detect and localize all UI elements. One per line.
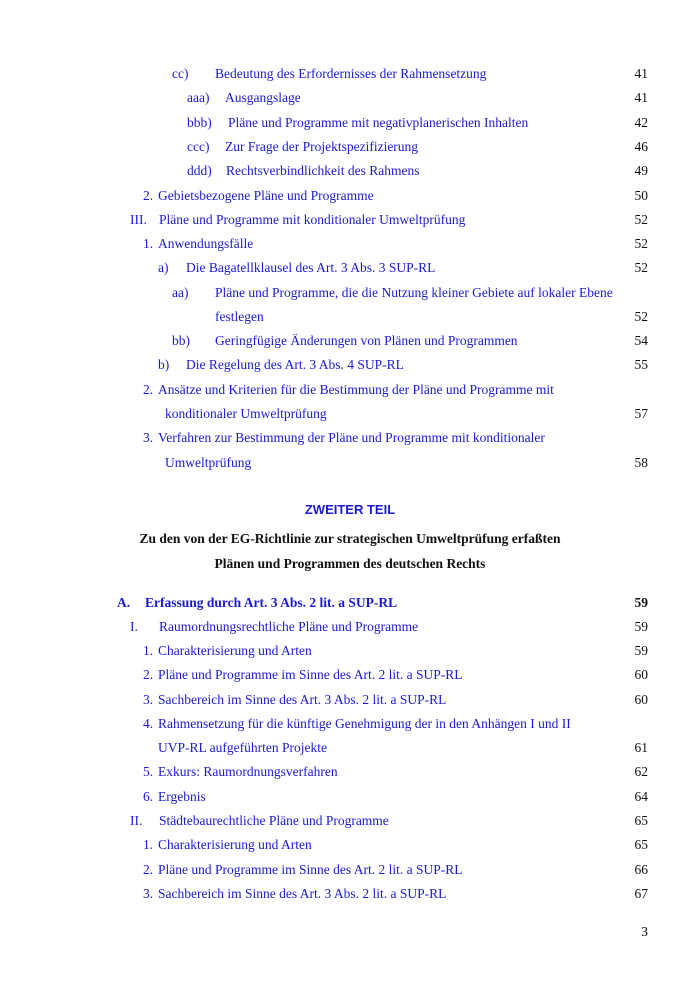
toc-title[interactable]: Rahmensetzung für die künftige Genehmigung der in den Anhängen I und II [158,716,571,731]
toc-title[interactable]: Die Regelung des Art. 3 Abs. 4 SUP-RL [186,357,404,372]
toc-page: 61 [634,740,648,755]
toc-title[interactable]: Ausgangslage [225,90,301,105]
toc-title[interactable]: Pläne und Programme mit negativplanerischen Inhalten [228,115,529,130]
toc-title[interactable]: Pläne und Programme im Sinne des Art. 2 lit. a SUP-RL [158,667,463,682]
toc-title[interactable]: Pläne und Programme mit konditionaler Umweltprüfung [159,212,466,227]
toc-title[interactable]: Pläne und Programme im Sinne des Art. 2 lit. a SUP-RL [158,862,463,877]
toc-title[interactable]: UVP-RL aufgeführten Projekte [158,740,327,755]
toc-entry[interactable] [0,161,700,181]
toc-label: ccc) [187,139,210,154]
toc-title[interactable]: Umweltprüfung [165,455,252,470]
toc-page: 60 [634,667,648,682]
toc-label: bbb) [187,115,212,130]
toc-label: 1. [143,643,154,658]
toc-entry[interactable] [0,762,700,782]
toc-label: aa) [172,285,189,300]
part-heading: ZWEITER TEIL [304,502,396,517]
toc-label: I. [130,619,138,634]
toc-title[interactable]: Exkurs: Raumordnungsverfahren [158,764,338,779]
toc-page: 54 [634,333,648,348]
toc-title[interactable]: Charakterisierung und Arten [158,643,312,658]
toc-entry[interactable] [0,787,700,807]
toc-entry[interactable] [0,283,700,303]
toc-entry[interactable] [0,665,700,685]
toc-entry[interactable] [0,355,700,375]
toc-section-entry[interactable] [0,593,700,613]
toc-entry[interactable] [0,714,700,734]
toc-page: 59 [634,595,648,610]
toc-label: II. [130,813,143,828]
toc-entry[interactable] [0,811,700,831]
toc-title[interactable]: Die Bagatellklausel des Art. 3 Abs. 3 SUP-RL [186,260,436,275]
toc-label: 2. [143,188,154,203]
toc-page: 52 [634,212,648,227]
toc-label: 3. [143,886,154,901]
toc-title[interactable]: Erfassung durch Art. 3 Abs. 2 lit. a SUP-RL [145,595,398,610]
toc-label: A. [117,595,131,610]
part-subtitle-line-1: Zu den von der EG-Richtlinie zur strategischen Umweltprüfung erfaßten [139,531,561,546]
toc-entry[interactable] [0,186,700,206]
toc-page: 52 [634,260,648,275]
toc-entry[interactable] [0,860,700,880]
toc-label: 3. [143,430,154,445]
toc-title[interactable]: Raumordnungsrechtliche Pläne und Programme [159,619,419,634]
toc-entry[interactable] [0,234,700,254]
toc-entry[interactable] [0,113,700,133]
toc-page: 64 [634,789,648,804]
toc-page: 52 [634,309,648,324]
toc-entry-continuation[interactable] [0,453,700,473]
toc-page: 57 [634,406,648,421]
toc-page: 50 [634,188,648,203]
toc-label: a) [158,260,169,275]
toc-label: 3. [143,692,154,707]
toc-label: 2. [143,667,154,682]
toc-entry-continuation[interactable] [0,404,700,424]
toc-page: 55 [634,357,648,372]
toc-title[interactable]: Rechtsverbindlichkeit des Rahmens [226,163,420,178]
toc-page: 46 [634,139,648,154]
page-number: 3 [641,924,648,939]
toc-title[interactable]: Geringfügige Änderungen von Plänen und Programmen [215,333,518,348]
toc-page: 65 [634,813,648,828]
toc-title[interactable]: Pläne und Programme, die die Nutzung kleiner Gebiete auf lokaler Ebene [215,285,613,300]
toc-page: 41 [634,90,648,105]
toc-page: 41 [634,66,648,81]
toc-title[interactable]: Bedeutung des Erfordernisses der Rahmensetzung [215,66,487,81]
toc-title[interactable]: Charakterisierung und Arten [158,837,312,852]
toc-entry[interactable] [0,380,700,400]
toc-title[interactable]: Zur Frage der Projektspezifizierung [225,139,419,154]
toc-label: 4. [143,716,154,731]
toc-entry[interactable] [0,88,700,108]
toc-label: aaa) [187,90,210,105]
toc-page: 58 [634,455,648,470]
toc-page: 60 [634,692,648,707]
toc-entry-continuation[interactable] [0,738,700,758]
toc-label: 5. [143,764,154,779]
toc-entry[interactable] [0,137,700,157]
toc-title[interactable]: Verfahren zur Bestimmung der Pläne und Programme mit konditionaler [158,430,545,445]
toc-label: cc) [172,66,189,81]
part-subtitle-line-2: Plänen und Programmen des deutschen Rechts [214,556,486,571]
toc-title[interactable]: Ergebnis [158,789,206,804]
toc-label: 6. [143,789,154,804]
toc-label: 1. [143,236,154,251]
toc-page: 59 [634,619,648,634]
toc-label: b) [158,357,170,372]
toc-page: 42 [634,115,648,130]
toc-label: bb) [172,333,190,348]
toc-label: ddd) [187,163,212,178]
toc-page: 67 [634,886,648,901]
toc-title[interactable]: Gebietsbezogene Pläne und Programme [158,188,374,203]
toc-entry[interactable] [0,64,700,84]
toc-page: 66 [634,862,648,877]
toc-page: 49 [634,163,648,178]
toc-entry[interactable] [0,258,700,278]
toc-entry[interactable] [0,331,700,351]
toc-entry[interactable] [0,641,700,661]
toc-entry[interactable] [0,835,700,855]
toc-label: 1. [143,837,154,852]
toc-entry[interactable] [0,428,700,448]
toc-entry[interactable] [0,210,700,230]
toc-page: 62 [634,764,648,779]
toc-label: 2. [143,862,154,877]
toc-entry[interactable] [0,884,700,904]
toc-entry-continuation[interactable] [0,307,700,327]
toc-label: 2. [143,382,154,397]
toc-page: 65 [634,837,648,852]
toc-title[interactable]: Sachbereich im Sinne des Art. 3 Abs. 2 lit. a SUP-RL [158,886,447,901]
toc-title[interactable]: Städtebaurechtliche Pläne und Programme [159,813,389,828]
toc-title[interactable]: festlegen [215,309,264,324]
toc-page: 59 [634,643,648,658]
toc-entry[interactable] [0,617,700,637]
toc-label: III. [130,212,147,227]
toc-title[interactable]: Sachbereich im Sinne des Art. 3 Abs. 2 lit. a SUP-RL [158,692,447,707]
toc-title[interactable]: konditionaler Umweltprüfung [165,406,327,421]
toc-title[interactable]: Ansätze und Kriterien für die Bestimmung der Pläne und Programme mit [158,382,554,397]
toc-page: 52 [634,236,648,251]
toc-entry[interactable] [0,690,700,710]
toc-title[interactable]: Anwendungsfälle [158,236,254,251]
